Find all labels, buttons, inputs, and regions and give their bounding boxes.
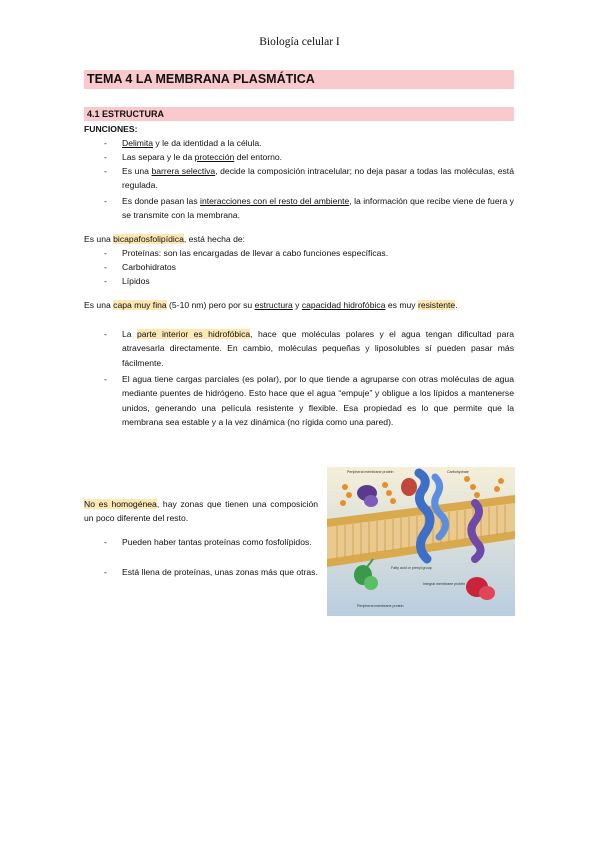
label-peripheral-top: Peripheral membrane protein — [347, 470, 394, 474]
dash: - — [104, 262, 107, 272]
dash: - — [104, 567, 107, 577]
list-item: Es donde pasan las interacciones con el resto del ambiente, la información que recibe viene de fuera y se transmite con la membrana. — [122, 196, 514, 221]
list-item: La parte interior es hidrofóbica, hace que moléculas polares y el agua tengan dificultad para atravesarla directamente. En cambio, moléculas pequeñas y liposolubles sí pueden pasar más fácilmente. — [122, 329, 514, 368]
list-item: Lípidos — [122, 276, 150, 286]
subsection-title: 4.1 ESTRUCTURA — [84, 107, 514, 121]
section-title: TEMA 4 LA MEMBRANA PLASMÁTICA — [84, 70, 514, 89]
list-item: El agua tiene cargas parciales (es polar), por lo que tiende a agruparse con otras moléculas de agua mediante puentes de hidrógeno. Esto hace que el agua “empuje” y obligue a los lípidos a mantenerse unidos, generando una película resistente y flexible. Esa propiedad es lo que permite que la membrana sea estable y a la vez dinámica (no rígida como una pared). — [122, 374, 514, 427]
membrane-illustration — [327, 467, 515, 616]
capa-paragraph: Es una capa muy fina (5-10 nm) pero por su estructura y capacidad hidrofóbica es muy resistente. — [84, 300, 458, 310]
bicapa-paragraph: Es una bicapafosfolipídica, está hecha de: — [84, 234, 246, 244]
dash: - — [104, 152, 107, 162]
dash: - — [104, 166, 107, 176]
label-carbohydrate: Carbohydrate — [447, 470, 469, 474]
label-fatty-acid: Fatty acid or prenyl group — [391, 566, 432, 570]
dash: - — [104, 248, 107, 258]
dash: - — [104, 537, 107, 547]
list-item: Las separa y le da protección del entorno. — [122, 152, 283, 162]
list-item: Pueden haber tantas proteínas como fosfolípidos. — [122, 537, 312, 547]
membrane-diagram — [327, 467, 515, 616]
list-item: Carbohidratos — [122, 262, 176, 272]
list-item: Proteínas: son las encargadas de llevar a cabo funciones específicas. — [122, 248, 389, 258]
list-item: Delimita y le da identidad a la célula. — [122, 138, 262, 148]
list-item: Está llena de proteínas, unas zonas más que otras. — [122, 567, 318, 577]
funciones-label: FUNCIONES: — [84, 124, 138, 134]
homogenea-paragraph: No es homogénea, hay zonas que tienen una composición un poco diferente del resto. — [84, 499, 319, 524]
dash: - — [104, 374, 107, 384]
label-integral: Integral membrane protein — [423, 582, 466, 586]
list-item: Es una barrera selectiva, decide la composición intracelular; no deja pasar a todas las moléculas, está regulada. — [122, 166, 514, 191]
dash: - — [104, 276, 107, 286]
dash: - — [104, 196, 107, 206]
dash: - — [104, 138, 107, 148]
label-peripheral-bottom: Peripheral membrane protein — [357, 604, 404, 608]
page-header: Biología celular I — [259, 36, 340, 48]
dash: - — [104, 329, 107, 339]
